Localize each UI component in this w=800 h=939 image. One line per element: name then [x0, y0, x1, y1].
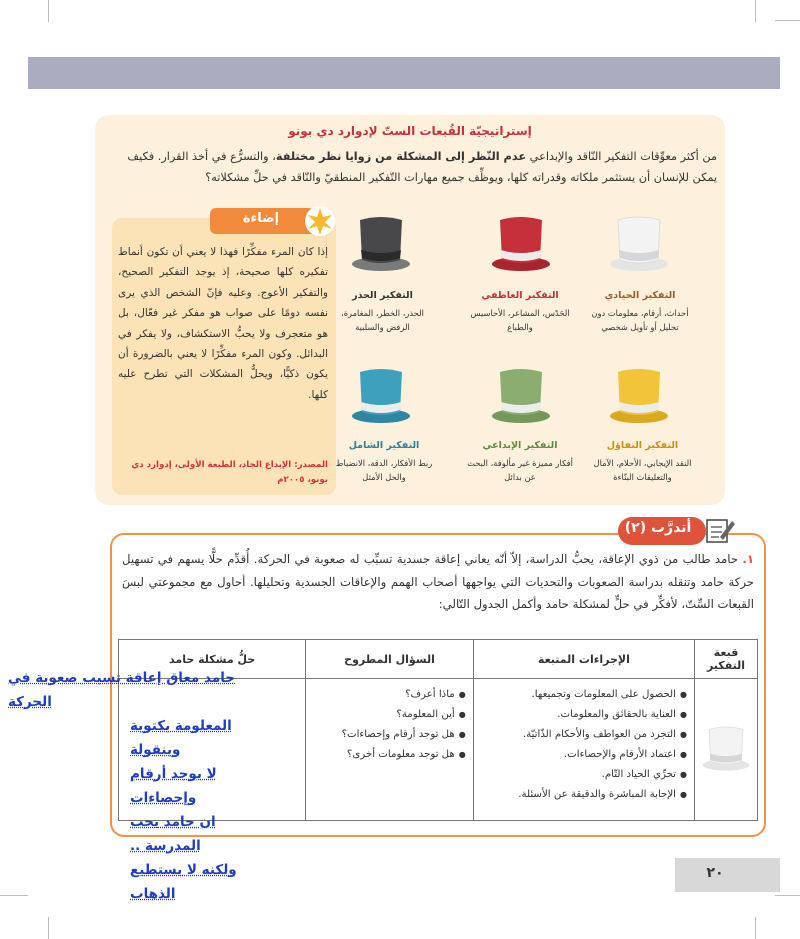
handwritten-answer: [8, 666, 273, 906]
info-text: إذا كان المرء مفكِّرًا فهذا لا يعني أن تكون أنماط تفكيره كلها صحيحة، إذ يوجد التفكير الصحيح، والتفكير الأعوج. وعليه فإنّ الشخص الذي يرى نفسه دومًا على صواب هو مفكر غير فعّال، بل هو متعجرف ولا يحبُّ الاستكشاف، ولا يفكر في البدائل. وكون المرء مفكِّرًا لا يعني بالضرورة أن يكون ذكيًّا، ويحلُّ المشكلات التي تطرح عليه كلها.: [118, 246, 328, 401]
crop-mark: [775, 20, 800, 21]
yellow-hat-icon: [608, 364, 670, 426]
blue-hat-icon: [350, 364, 412, 426]
hat-desc-emotional: الحَدْس، المشاعر، الأحاسيس والطباع: [470, 308, 570, 332]
answer-line: المعلومة بكتوبة وبنقولة: [130, 718, 232, 758]
red-hat-icon: [490, 212, 552, 274]
list-item: ● الإجابة المباشرة والدقيقة عن الأسئلة.: [480, 785, 676, 805]
exercise-text: ١. حامد طالب من ذوي الإعاقة، يحبُّ الدراسة، إلاّ أنّه يعاني إعاقة جسدية تسبِّب له صعوبة في الحركة. أُقدِّم حلًّا يسهم في تسهيل حركة حامد وتنقله بدراسة الصعوبات والتحديات التي يواجهها أصحاب الهمم والإعاقات الجسدية وتحليلها. أحاول مع مجموعتي لبسَ القبعات السِّتّ، لأفكِّر في حلٍّ لمشكلة حامد وأكمل الجدول التّالي:: [122, 552, 755, 611]
white-hat-icon: [608, 212, 670, 274]
info-source: المصدر: الإبداع الجاد، الطبعة الأولى، إدوارد دي بونو، ٢٠٠٥م: [131, 460, 328, 485]
hat-title-neutral: التفكير الحيادي: [604, 290, 676, 301]
info-label: إضاءة: [242, 211, 280, 226]
procedures-cell: [473, 679, 694, 821]
hat-desc-optimistic: النقد الإيجابي، الأحلام، الآمال والتعليقات البنّاءة: [593, 458, 692, 482]
white-hat-icon: [701, 723, 751, 773]
hat-title-optimistic: التفكير التفاؤل: [606, 440, 679, 451]
hat-desc-creative: أفكار مميزة غير مألوفة، البحث عن بدائل: [467, 458, 573, 482]
list-item: ● تحرِّي الحياد التّام.: [480, 765, 676, 785]
black-hat-icon: [350, 212, 412, 274]
table-header: قبعة التفكير: [695, 640, 758, 679]
header-banner: [28, 57, 780, 89]
list-item: ● أين المعلومة؟: [312, 705, 455, 725]
list-item: ● اعتماد الأرقام والإحصاءات.: [480, 745, 676, 765]
hat-title-comprehensive: التفكير الشامل: [348, 440, 420, 451]
list-item: ● التجرد من العواطف والأحكام الذّاتيّة.: [480, 725, 676, 745]
answer-line: ولكنه لا يستطيع الذهاب: [130, 862, 237, 902]
hat-cell: [695, 679, 758, 821]
list-item: ● هل توجد معلومات أخرى؟: [312, 745, 455, 765]
hat-desc-comprehensive: ربط الأفكار، الدقة، الانضباط والحل الأمثل: [335, 458, 433, 482]
crop-mark: [48, 917, 49, 939]
crop-mark: [755, 0, 756, 22]
pencil-note-icon: [704, 515, 736, 545]
light-burst-icon: [302, 203, 338, 239]
answer-line: لا يوجد أرقام وإحصاءات: [130, 766, 217, 806]
strategy-title: إستراتيجيّة القُبعات الستّ لإدوارد دي بونو: [288, 124, 532, 138]
table-header: حلُّ مشكلة حامد: [119, 640, 306, 679]
crop-mark: [755, 917, 756, 939]
exercise-label: أتدرَّب (٢): [624, 520, 692, 536]
answer-line: حامد معاق إعاقة تسبب صعوبة في الحركة: [8, 670, 236, 710]
hat-desc-cautious: الحذر، الخطر، المغامرة، الرفض والسلبية: [341, 308, 424, 332]
crop-mark: [48, 0, 49, 22]
questions-cell: [306, 679, 474, 821]
answer-line: ان حامد يحب المدرسة ..: [130, 814, 216, 854]
table-header: الإجراءات المتبعة: [473, 640, 694, 679]
list-item: ● الحصول على المعلومات وتجميعها.: [480, 685, 676, 705]
hat-title-creative: التفكير الإبداعي: [482, 440, 558, 451]
list-item: ● العناية بالحقائق والمعلومات.: [480, 705, 676, 725]
green-hat-icon: [490, 364, 552, 426]
crop-mark: [775, 895, 800, 896]
list-item: ● هل توجد أرقام وإحصاءات؟: [312, 725, 455, 745]
hat-title-emotional: التفكير العاطفي: [481, 290, 559, 301]
table-header: السؤال المطروح: [306, 640, 474, 679]
page-number: ٢٠: [706, 865, 724, 881]
strategy-intro: من أكثر معوِّقات التفكير النّاقد والإبداعي عدم النّظر إلى المشكلة من زوايا نظر مختلفة، والتسرُّع في أخذ القرار. فكيف يمكن للإنسان أن يستثمر ملكاته وقدراته كلها، ويوظِّف جميع مهارات التّفكير المنطقيّ والنّاقد في حلِّ مشكلاته؟: [127, 150, 717, 184]
list-item: ● ماذا أعرف؟: [312, 685, 455, 705]
hat-title-cautious: التفكير الحذر: [352, 290, 413, 301]
hat-desc-neutral: أحداث، أرقام، معلومات دون تحليل أو تأويل شخصي: [591, 308, 689, 332]
